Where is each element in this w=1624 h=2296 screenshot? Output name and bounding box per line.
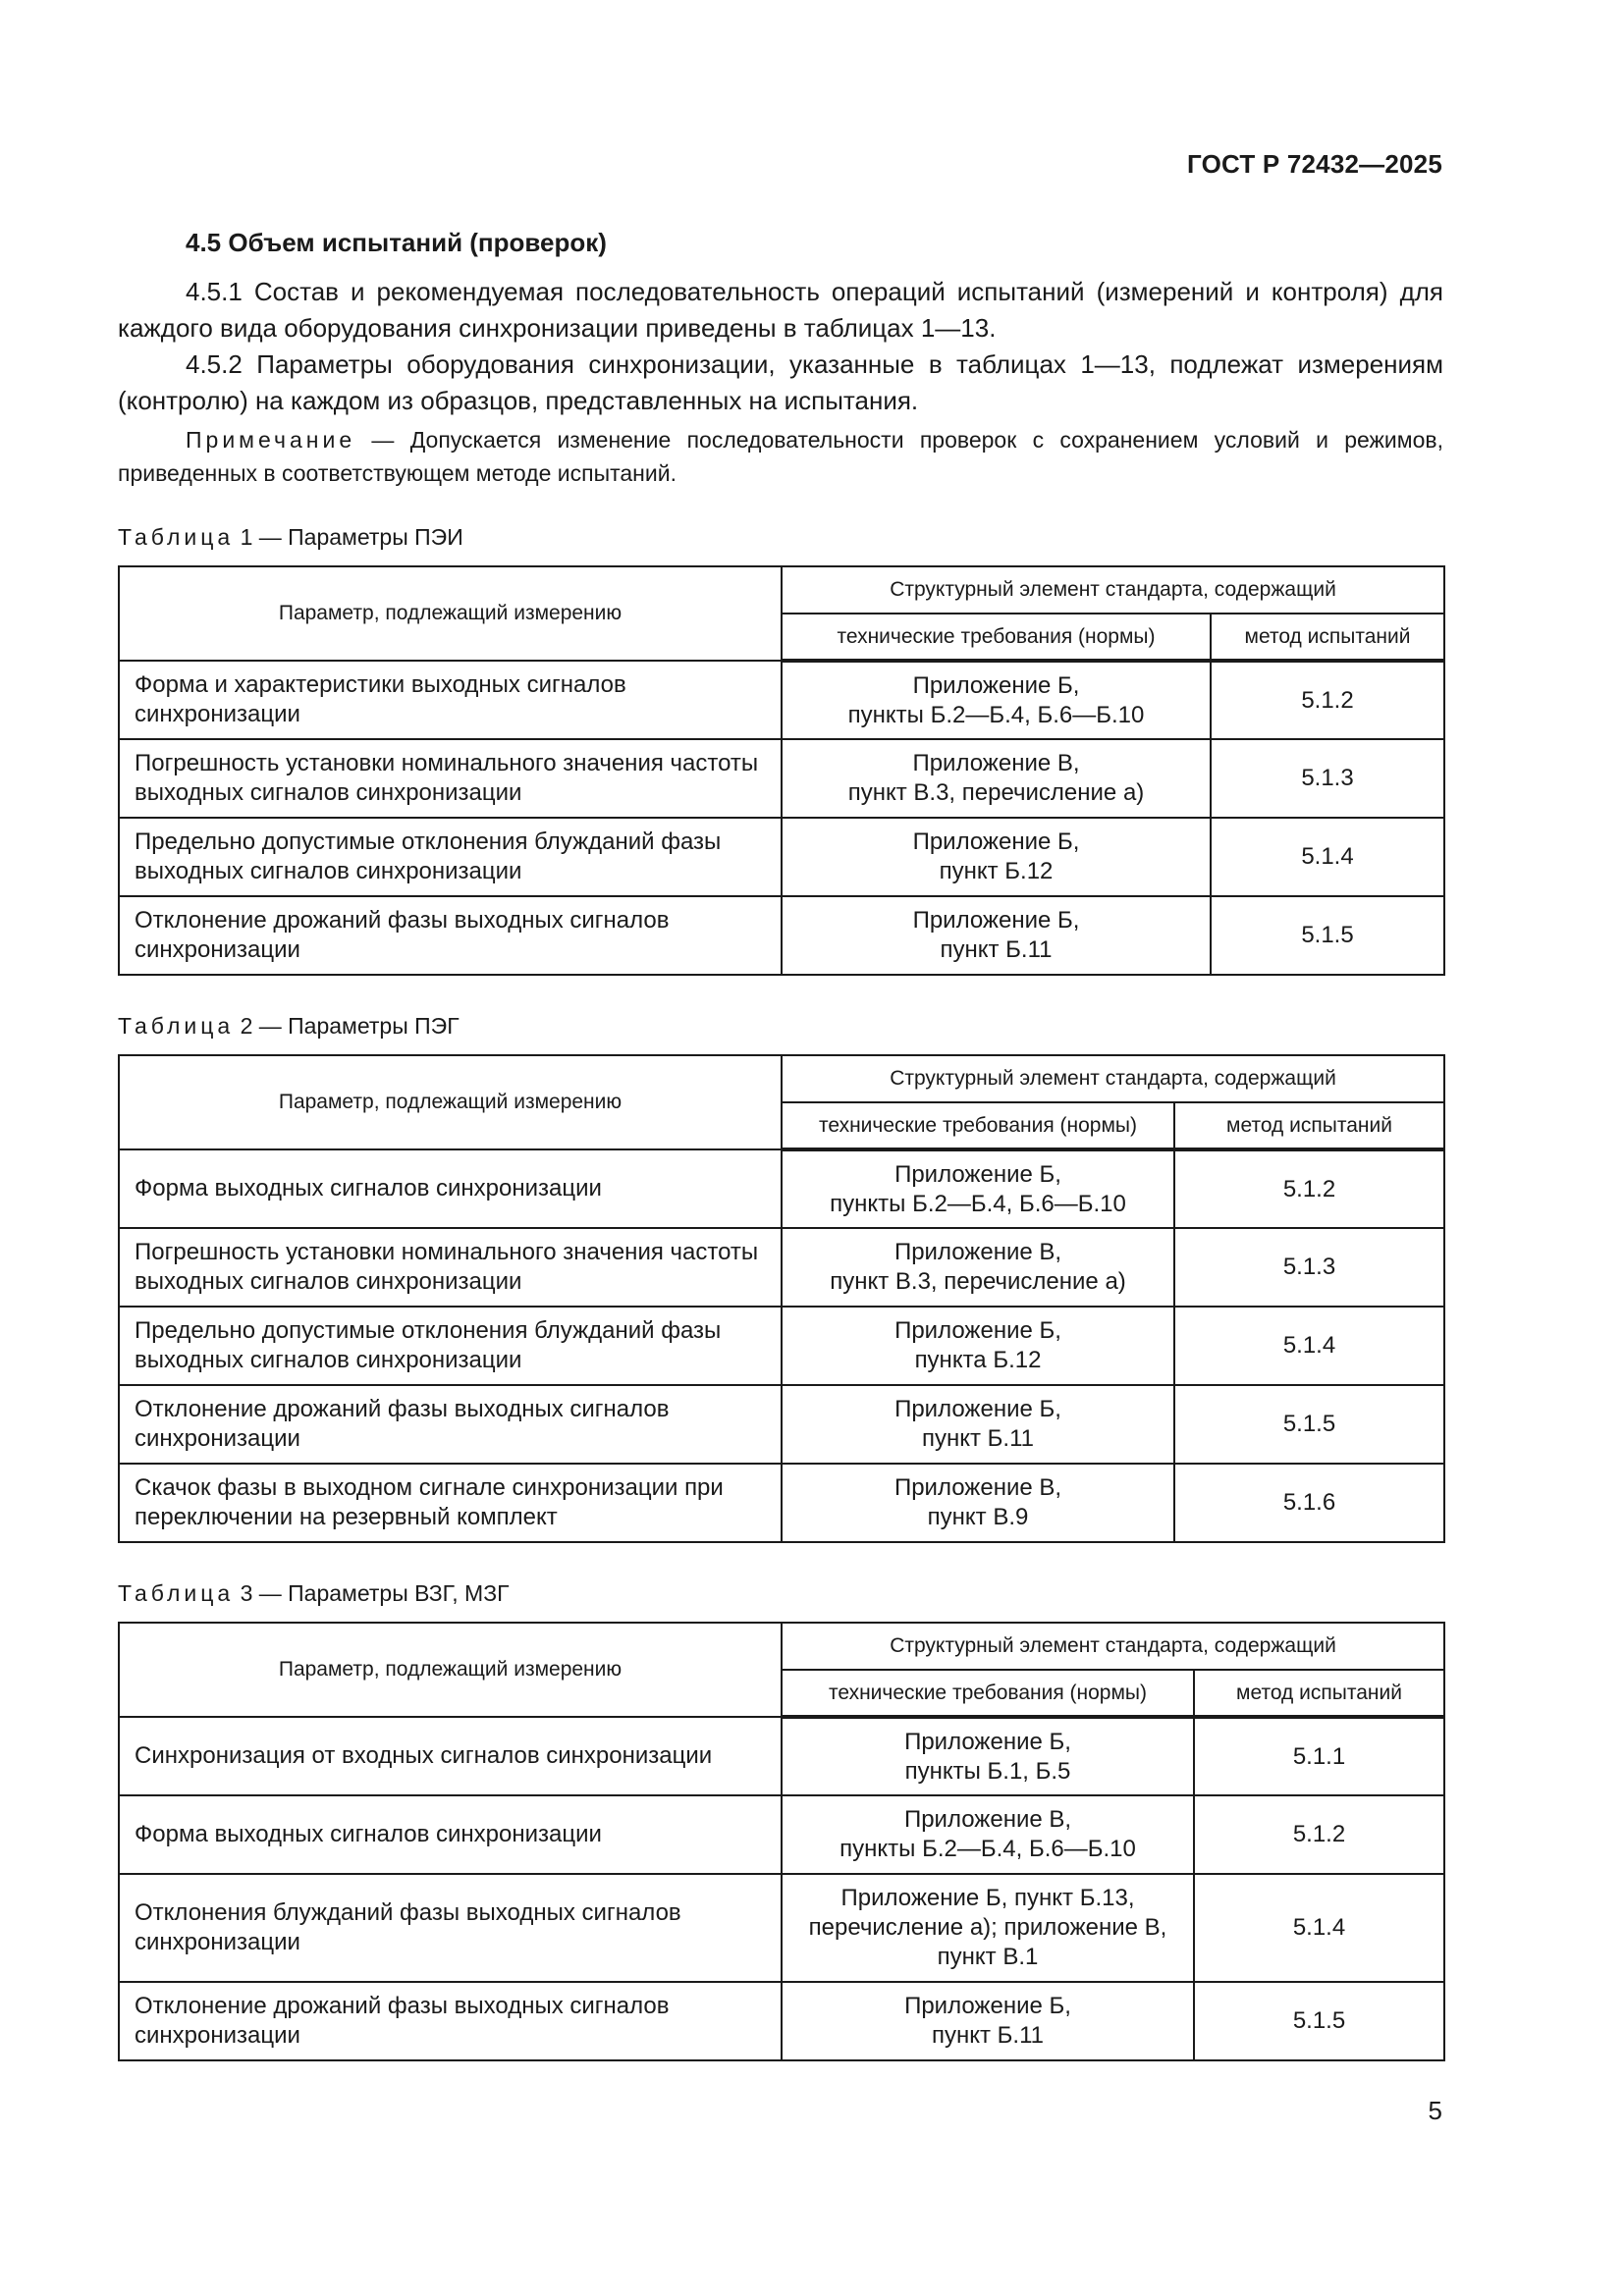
- table-3-row-1-method: 5.1.1: [1194, 1717, 1444, 1795]
- table-3: [118, 1622, 1445, 2061]
- req-line-1: Приложение В,: [893, 1474, 1062, 1501]
- table-3-row-1-param: Синхронизация от входных сигналов синхронизации: [119, 1717, 782, 1795]
- table-2-row-1-param: Форма выходных сигналов синхронизации: [119, 1149, 782, 1228]
- table-3-caption-word: Таблица: [118, 1580, 235, 1606]
- req-line-1: Приложение Б,: [894, 1317, 1061, 1344]
- req-line-1: Приложение Б, пункт Б.13,: [840, 1885, 1135, 1911]
- table-1-row-4-param: Отклонение дрожаний фазы выходных сигналов синхронизации: [119, 896, 782, 975]
- table-row: [119, 1307, 1444, 1385]
- table-2-header-req: технические требования (нормы): [782, 1102, 1174, 1149]
- req-line-2: пункт В.3, перечисление а): [847, 779, 1145, 806]
- table-1-row-2-method: 5.1.3: [1211, 739, 1444, 818]
- req-line-2: пункты Б.1, Б.5: [904, 1757, 1071, 1785]
- table-row: [119, 1149, 1444, 1228]
- req-line-2: пункт В.9: [927, 1504, 1029, 1530]
- paragraph-4-5-2: 4.5.2 Параметры оборудования синхронизации, указанные в таблицах 1—13, подлежат измерениям (контролю) на каждом из образцов, представленных на испытания.: [118, 349, 1443, 415]
- table-1-row-1-method: 5.1.2: [1211, 661, 1444, 739]
- page-number: 5: [1428, 2096, 1442, 2125]
- table-1-header-req: технические требования (нормы): [782, 614, 1211, 661]
- req-line-1: Приложение Б,: [912, 671, 1080, 699]
- req-line-1: Приложение Б,: [904, 1728, 1071, 1755]
- table-2-row-1-req: [782, 1149, 1174, 1228]
- table-3-row-4-param: Отклонение дрожаний фазы выходных сигналов синхронизации: [119, 1982, 782, 2060]
- table-2-row-2-req: [782, 1228, 1174, 1307]
- table-2-row-5-method: 5.1.6: [1174, 1464, 1444, 1542]
- req-line-2: перечисление а); приложение В,: [808, 1914, 1167, 1941]
- table-1-header-group: Структурный элемент стандарта, содержащий: [782, 566, 1444, 614]
- table-1-caption-word: Таблица: [118, 524, 235, 550]
- table-1-row-3-param: Предельно допустимые отклонения блужданий фазы выходных сигналов синхронизации: [119, 818, 782, 896]
- req-line-2: пункт Б.11: [931, 2022, 1044, 2049]
- table-3-row-3-req: [782, 1874, 1194, 1982]
- req-line-3: пункт В.1: [937, 1944, 1039, 1970]
- table-3-row-1-req: [782, 1717, 1194, 1795]
- table-3-header-param: Параметр, подлежащий измерению: [119, 1623, 782, 1717]
- req-line-1: Приложение Б,: [904, 1993, 1071, 2019]
- table-2-row-3-param: Предельно допустимые отклонения блужданий фазы выходных сигналов синхронизации: [119, 1307, 782, 1385]
- req-line-1: Приложение Б,: [912, 907, 1080, 934]
- table-row: [119, 1228, 1444, 1307]
- table-3-header-group: Структурный элемент стандарта, содержащий: [782, 1623, 1444, 1670]
- req-line-1: Приложение Б,: [912, 828, 1080, 855]
- table-2-caption-word: Таблица: [118, 1013, 235, 1039]
- req-line-2: пункт Б.12: [939, 858, 1054, 884]
- table-2-row-4-param: Отклонение дрожаний фазы выходных сигналов синхронизации: [119, 1385, 782, 1464]
- table-3-caption-rest: 3 — Параметры ВЗГ, МЗГ: [234, 1580, 510, 1606]
- table-2-caption: [118, 1013, 460, 1040]
- table-row: [119, 661, 1444, 739]
- req-line-1: Приложение В,: [893, 1239, 1062, 1265]
- req-line-2: пункты Б.2—Б.4, Б.6—Б.10: [839, 1836, 1136, 1862]
- table-1-row-2-param: Погрешность установки номинального значения частоты выходных сигналов синхронизации: [119, 739, 782, 818]
- table-row: [119, 1717, 1444, 1795]
- table-1-row-4-req: [782, 896, 1211, 975]
- table-row: [119, 739, 1444, 818]
- table-3-row-4-method: 5.1.5: [1194, 1982, 1444, 2060]
- table-2-row-2-method: 5.1.3: [1174, 1228, 1444, 1307]
- table-2-header-method: метод испытаний: [1174, 1102, 1444, 1149]
- req-line-2: пункта Б.12: [914, 1347, 1042, 1373]
- table-2-caption-rest: 2 — Параметры ПЭГ: [234, 1013, 460, 1039]
- req-line-1: Приложение Б,: [894, 1160, 1061, 1188]
- table-2-row-1-method: 5.1.2: [1174, 1149, 1444, 1228]
- req-line-2: пункт Б.11: [940, 936, 1053, 963]
- req-line-2: пункт Б.11: [921, 1425, 1034, 1452]
- table-2-row-3-method: 5.1.4: [1174, 1307, 1444, 1385]
- table-row: [119, 896, 1444, 975]
- req-line-2: пункты Б.2—Б.4, Б.6—Б.10: [830, 1190, 1126, 1217]
- table-2: [118, 1054, 1445, 1543]
- table-3-row-3-method: 5.1.4: [1194, 1874, 1444, 1982]
- table-row: [119, 1874, 1444, 1982]
- table-1: [118, 565, 1445, 976]
- table-1-row-4-method: 5.1.5: [1211, 896, 1444, 975]
- table-2-header-param: Параметр, подлежащий измерению: [119, 1055, 782, 1149]
- req-line-2: пункт В.3, перечисление а): [830, 1268, 1126, 1295]
- table-2-row-5-req: [782, 1464, 1174, 1542]
- req-line-1: Приложение В,: [912, 750, 1080, 776]
- table-2-row-5-param: Скачок фазы в выходном сигнале синхронизации при переключении на резервный комплект: [119, 1464, 782, 1542]
- table-1-caption-rest: 1 — Параметры ПЭИ: [234, 524, 463, 550]
- table-3-header-req: технические требования (нормы): [782, 1670, 1194, 1717]
- table-row: [119, 1464, 1444, 1542]
- table-3-row-2-param: Форма выходных сигналов синхронизации: [119, 1795, 782, 1874]
- table-3-caption: [118, 1580, 510, 1607]
- table-1-row-3-req: [782, 818, 1211, 896]
- document-code: ГОСТ Р 72432—2025: [1187, 149, 1442, 179]
- table-2-row-3-req: [782, 1307, 1174, 1385]
- note-text: — Допускается изменение последовательности проверок с сохранением условий и режимов, приведенных в соответствующем методе испытаний.: [118, 427, 1443, 486]
- table-1-header-method: метод испытаний: [1211, 614, 1444, 661]
- table-2-header-group: Структурный элемент стандарта, содержащий: [782, 1055, 1444, 1102]
- table-row: [119, 1982, 1444, 2060]
- table-2-row-4-req: [782, 1385, 1174, 1464]
- table-row: [119, 1385, 1444, 1464]
- table-2-row-4-method: 5.1.5: [1174, 1385, 1444, 1464]
- note-label: Примечание: [186, 427, 356, 453]
- req-line-1: Приложение В,: [903, 1806, 1072, 1833]
- req-line-1: Приложение Б,: [894, 1396, 1061, 1422]
- table-1-row-1-param: Форма и характеристики выходных сигналов синхронизации: [119, 661, 782, 739]
- table-1-row-3-method: 5.1.4: [1211, 818, 1444, 896]
- table-3-header-method: метод испытаний: [1194, 1670, 1444, 1717]
- table-row: [119, 1795, 1444, 1874]
- table-2-row-2-param: Погрешность установки номинального значения частоты выходных сигналов синхронизации: [119, 1228, 782, 1307]
- table-3-row-2-method: 5.1.2: [1194, 1795, 1444, 1874]
- table-1-caption: [118, 524, 463, 551]
- req-line-2: пункты Б.2—Б.4, Б.6—Б.10: [847, 701, 1145, 728]
- table-3-row-4-req: [782, 1982, 1194, 2060]
- table-1-header-param: Параметр, подлежащий измерению: [119, 566, 782, 661]
- note: [118, 423, 1443, 490]
- table-row: [119, 818, 1444, 896]
- paragraph-4-5-1: 4.5.1 Состав и рекомендуемая последовательность операций испытаний (измерений и контроля) для каждого вида оборудования синхронизации приведены в таблицах 1—13.: [118, 277, 1443, 343]
- table-1-row-2-req: [782, 739, 1211, 818]
- table-1-row-1-req: [782, 661, 1211, 739]
- table-3-row-2-req: [782, 1795, 1194, 1874]
- section-title: 4.5 Объем испытаний (проверок): [186, 228, 607, 257]
- table-3-row-3-param: Отклонения блужданий фазы выходных сигналов синхронизации: [119, 1874, 782, 1982]
